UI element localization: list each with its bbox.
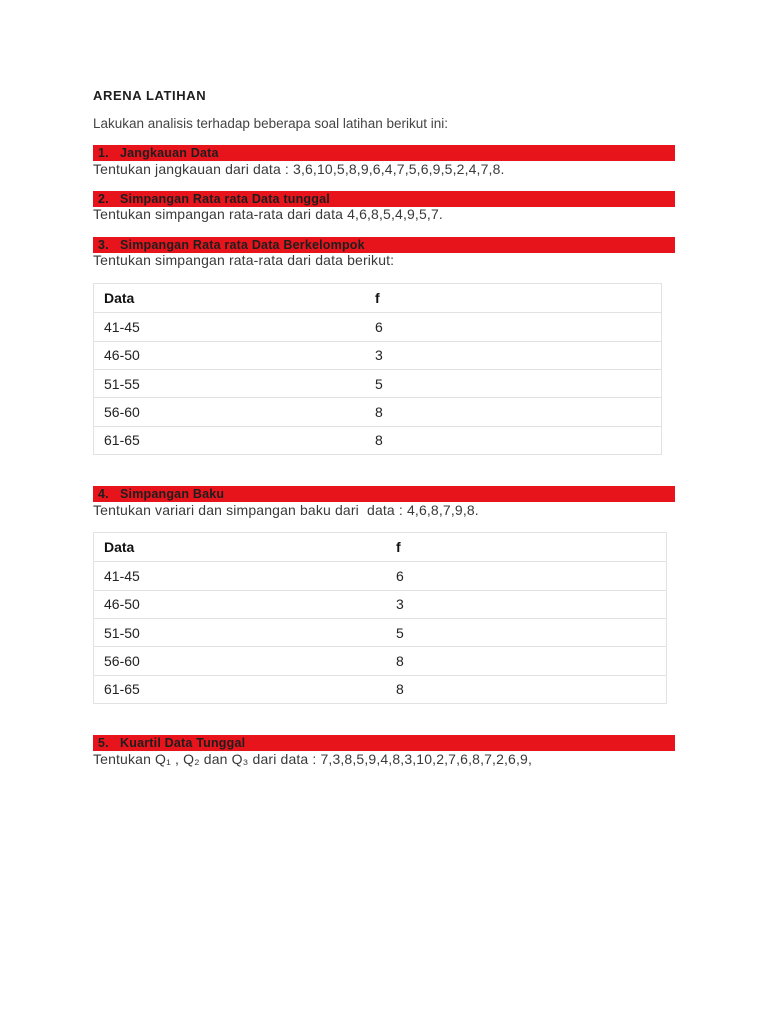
table-row xyxy=(94,341,661,369)
section-4-question: Tentukan variari dan simpangan baku dari data : 4,6,8,7,9,8. xyxy=(93,502,479,518)
section-3-title: Simpangan Rata rata Data Berkelompok xyxy=(120,238,365,252)
table-cell-interval: 56-60 xyxy=(104,652,140,669)
section-3-question: Tentukan simpangan rata-rata dari data berikut: xyxy=(93,252,395,268)
section-3-data-table xyxy=(93,283,662,455)
table-cell-interval: 46-50 xyxy=(104,347,140,364)
table-header-frequency: f xyxy=(375,290,380,307)
table-cell-frequency: 3 xyxy=(375,347,383,364)
section-1-heading-bar xyxy=(93,145,675,161)
intro-text: Lakukan analisis terhadap beberapa soal latihan berikut ini: xyxy=(93,116,448,131)
section-4-title: Simpangan Baku xyxy=(120,487,225,501)
section-4-data-table xyxy=(93,532,667,704)
section-5-heading-bar xyxy=(93,735,675,751)
table-cell-frequency: 8 xyxy=(396,652,404,669)
section-5-question: Tentukan Q₁ , Q₂ dan Q₃ dari data : 7,3,8,5,9,4,8,3,10,2,7,6,8,7,2,6,9, xyxy=(93,751,533,767)
table-cell-frequency: 3 xyxy=(396,596,404,613)
table-cell-frequency: 5 xyxy=(375,375,383,392)
section-2-question: Tentukan simpangan rata-rata dari data 4,6,8,5,4,9,5,7. xyxy=(93,206,443,222)
table-cell-frequency: 5 xyxy=(396,624,404,641)
section-5-number: 5. xyxy=(98,736,109,750)
table-cell-interval: 51-55 xyxy=(104,375,140,392)
table-header-frequency: f xyxy=(396,539,401,556)
table-row xyxy=(94,561,666,589)
table-cell-interval: 61-65 xyxy=(104,681,140,698)
table-cell-frequency: 8 xyxy=(375,403,383,420)
table-row xyxy=(94,646,666,674)
table-cell-frequency: 8 xyxy=(396,681,404,698)
table-header-data: Data xyxy=(104,539,135,556)
section-2-number: 2. xyxy=(98,192,109,206)
section-1-title: Jangkauan Data xyxy=(120,146,219,160)
table-row xyxy=(94,590,666,618)
section-3-heading-bar xyxy=(93,237,675,253)
section-4-number: 4. xyxy=(98,487,109,501)
section-1-number: 1. xyxy=(98,146,109,160)
table-cell-interval: 51-50 xyxy=(104,624,140,641)
table-cell-interval: 56-60 xyxy=(104,403,140,420)
table-cell-interval: 46-50 xyxy=(104,596,140,613)
section-5-title: Kuartil Data Tunggal xyxy=(120,736,246,750)
section-2-heading-bar xyxy=(93,191,675,207)
table-row xyxy=(94,675,666,703)
table-row xyxy=(94,618,666,646)
table-cell-interval: 41-45 xyxy=(104,318,140,335)
table-cell-frequency: 6 xyxy=(375,318,383,335)
section-4-heading-bar xyxy=(93,486,675,502)
table-cell-frequency: 8 xyxy=(375,432,383,449)
table-header-row xyxy=(94,284,661,312)
table-cell-interval: 41-45 xyxy=(104,567,140,584)
table-row xyxy=(94,312,661,340)
section-3-number: 3. xyxy=(98,238,109,252)
table-row xyxy=(94,426,661,454)
section-2-title: Simpangan Rata rata Data tunggal xyxy=(120,192,330,206)
table-header-row xyxy=(94,533,666,561)
section-1-question: Tentukan jangkauan dari data : 3,6,10,5,8,9,6,4,7,5,6,9,5,2,4,7,8. xyxy=(93,161,505,177)
table-row xyxy=(94,369,661,397)
table-cell-frequency: 6 xyxy=(396,567,404,584)
table-header-data: Data xyxy=(104,290,135,307)
table-cell-interval: 61-65 xyxy=(104,432,140,449)
document-title: ARENA LATIHAN xyxy=(93,88,207,103)
table-row xyxy=(94,397,661,425)
